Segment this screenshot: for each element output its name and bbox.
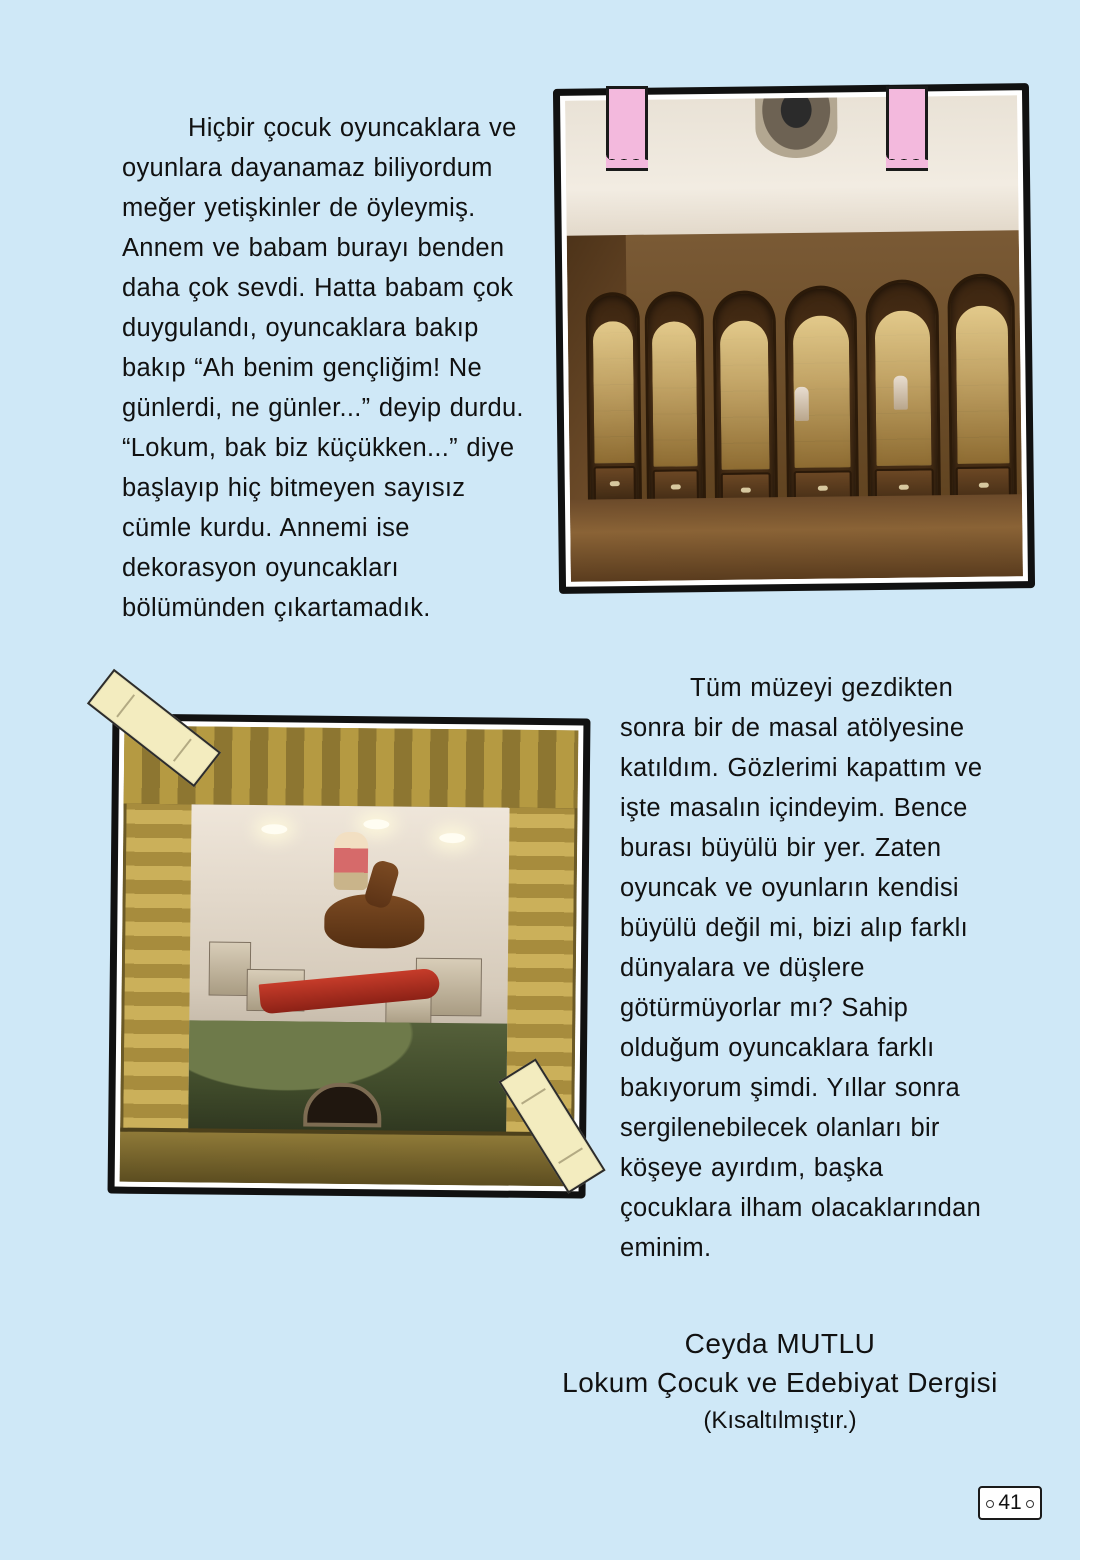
article-paragraph-right: Tüm müzeyi gezdikten sonra bir de masal atölyesine katıldım. Gözlerimi kapattım ve işte masalın içindeyim. Bence burası büyülü bir yer. Zaten oyuncak ve oyunların kendisi büyülü değil mi, bizi alıp farklı dünyalara ve düşlere götürmüyorlar mı? Sahip olduğum oyuncaklara farklı bakıyorum şimdi. Yıllar sonra sergilenebilecek olanları bir köşeye ayırdım, başka çocuklara ilham olacaklarından eminim. [620,674,983,1262]
spotlight [439,833,465,843]
toy-figure [795,386,809,420]
source-name: Lokum Çocuk ve Edebiyat Dergisi [562,1367,998,1398]
toy-figure [894,376,908,410]
page-number: 41 [978,1486,1042,1520]
case-base [120,1127,575,1186]
page-edge-strip [1080,0,1106,1560]
author-name: Ceyda MUTLU [684,1328,876,1359]
cabinet-drawer [594,466,637,503]
display-case-scene [120,726,579,1187]
toy-soldier-figure [334,832,369,890]
diorama-terrain [188,1021,507,1136]
case-window [188,804,509,1136]
spotlight [363,819,389,829]
abridged-note: (Kısaltılmıştır.) [703,1407,857,1434]
case-column-left [120,803,198,1132]
castle-model [209,942,252,996]
display-case-photo [107,714,590,1199]
cabinet [947,273,1018,519]
tunnel [303,1083,381,1128]
spotlight [261,824,287,834]
pink-tape-clip-left [606,86,648,162]
cabinet [586,292,643,514]
cabinet [644,291,706,518]
cabinet-glass [720,321,770,470]
cabinet-glass [652,321,698,467]
floor [570,494,1023,581]
cabinet [712,291,778,523]
article-signature [500,1325,1060,1439]
cabinet-glass [593,321,635,464]
pink-tape-clip-right [886,86,928,162]
cabinet-glass [955,305,1009,464]
display-case-photo-image [120,726,579,1187]
article-paragraph-left: Hiçbir çocuk oyuncaklara ve oyunlara dayanamaz biliyordum meğer yetişkinler de öyleymiş. Annem ve babam burayı benden daha çok sevdi. Hatta babam çok duygulandı, oyuncaklara bakıp bakıp “Ah benim gençliğim! Ne günlerdi, ne günler...” deyip durdu. “Lokum, bak biz küçükken...” diye başlayıp hiç bitmeyen sayısız cümle kurdu. Annemi ise dekorasyon oyuncakları bölümünden çıkartamadık. [122,114,524,622]
